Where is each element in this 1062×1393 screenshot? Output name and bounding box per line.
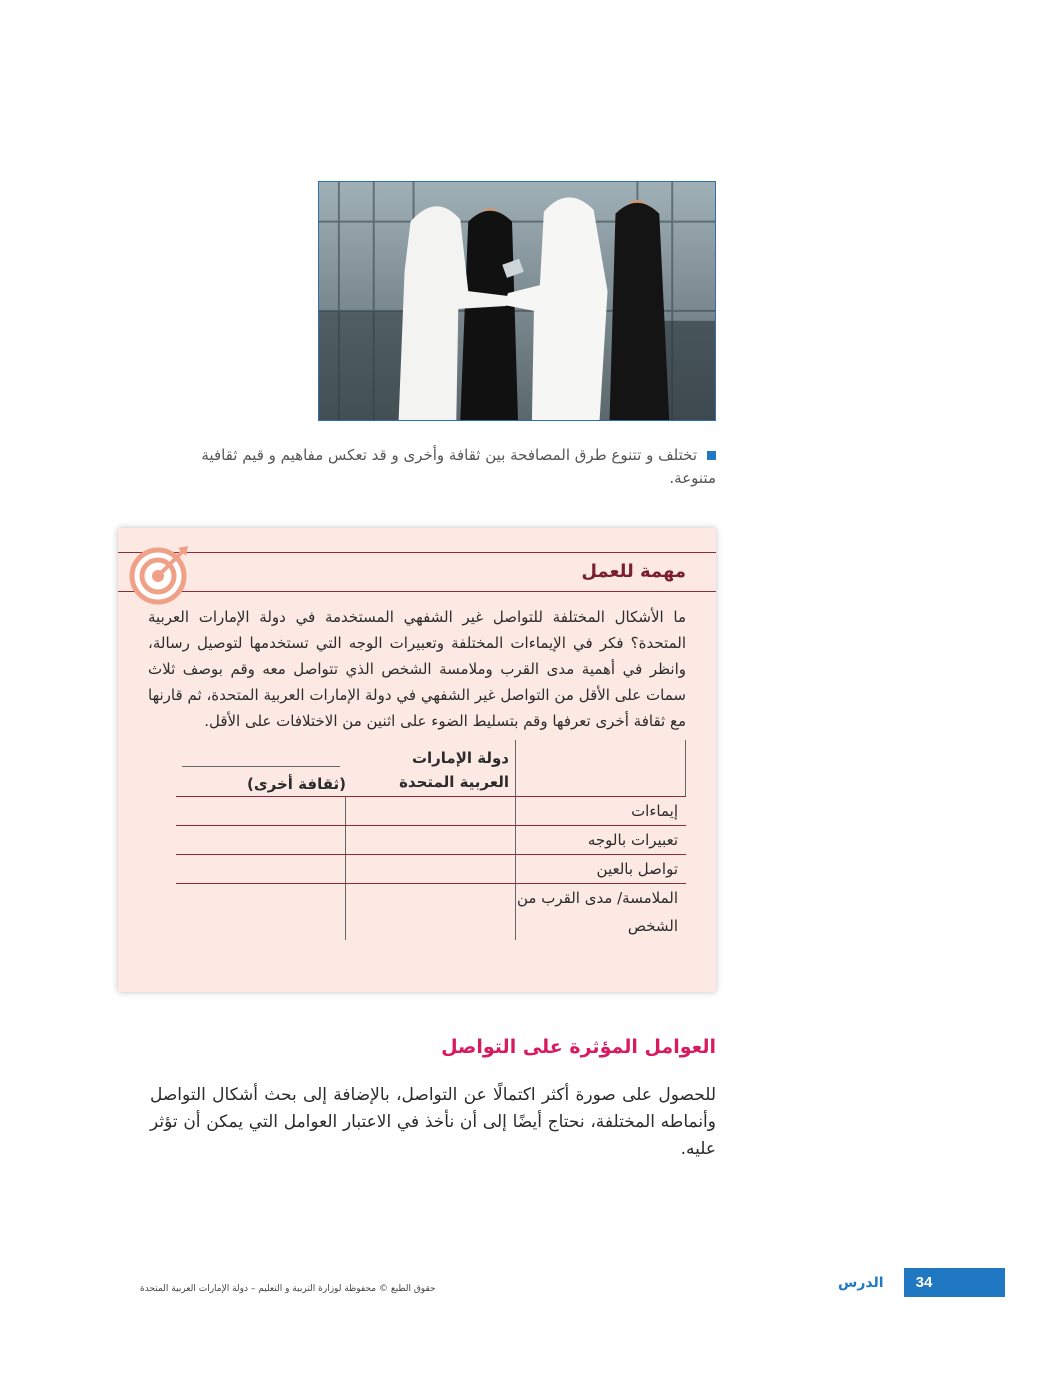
- row-label: إيماءات: [631, 802, 678, 820]
- row-other-cell[interactable]: [176, 855, 346, 883]
- header-uae: [376, 740, 516, 796]
- header-empty-cell: [516, 740, 686, 796]
- header-other-text: (ثقافة أخرى): [247, 775, 346, 793]
- table-row: [176, 796, 686, 825]
- row-other-cell[interactable]: [176, 826, 346, 854]
- row-label: الملامسة/ مدى القرب من الشخص: [516, 889, 678, 935]
- table-row: [176, 825, 686, 854]
- square-bullet-icon: [707, 451, 716, 460]
- copyright-notice: حقوق الطبع © محفوظة لوزارة التربية و التعليم – دولة الإمارات العربية المتحدة: [140, 1284, 436, 1294]
- target-icon: [128, 542, 192, 606]
- table-header: [176, 740, 686, 796]
- comparison-table: [176, 740, 686, 940]
- task-title: مهمة للعمل: [581, 561, 686, 582]
- lesson-label: الدرس: [838, 1275, 884, 1291]
- caption-text: تختلف و تتنوع طرق المصافحة بين ثقافة وأخرى و قد تعكس مفاهيم و قيم ثقافية متنوعة.: [201, 446, 716, 487]
- row-other-cell[interactable]: [176, 797, 346, 825]
- row-uae-cell[interactable]: [346, 855, 516, 883]
- header-other: [176, 740, 346, 796]
- photo-caption: [185, 444, 716, 490]
- task-body: ما الأشكال المختلفة للتواصل غير الشفهي المستخدمة في دولة الإمارات العربية المتحدة؟ فكر في الإيماءات المختلفة وتعبيرات الوجه التي تستخدمها لتوصيل رسالة، وانظر في أهمية مدى القرب وملامسة الشخص الذي تتواصل معه وقم بوصف ثلاث سمات على الأقل من التواصل غير الشفهي في دولة الإمارات العربية المتحدة، ثم قارنها مع ثقافة أخرى تعرفها وقم بتسليط الضوء على اثنين من الاختلافات على الأقل.: [148, 608, 686, 730]
- handshake-photo: [318, 181, 716, 421]
- section-title: العوامل المؤثرة على التواصل: [441, 1036, 716, 1058]
- row-label: تواصل بالعين: [596, 860, 678, 878]
- row-uae-cell[interactable]: [346, 797, 516, 825]
- table-row: [176, 883, 686, 940]
- handshake-illustration: [319, 182, 715, 420]
- row-other-cell[interactable]: [176, 884, 346, 940]
- task-box: [118, 528, 716, 992]
- header-uae-text: دولة الإمارات العربية المتحدة: [399, 749, 509, 791]
- table-row: [176, 854, 686, 883]
- row-label: تعبيرات بالوجه: [587, 831, 678, 849]
- row-uae-cell[interactable]: [346, 826, 516, 854]
- page-number: 34: [915, 1274, 933, 1291]
- section-body: للحصول على صورة أكثر اكتمالًا عن التواصل، بالإضافة إلى بحث أشكال التواصل وأنماطه المختلفة، نحتاج أيضًا إلى أن نأخذ في الاعتبار العوامل التي يمكن أن تؤثر عليه.: [150, 1085, 716, 1159]
- row-uae-cell[interactable]: [346, 884, 516, 940]
